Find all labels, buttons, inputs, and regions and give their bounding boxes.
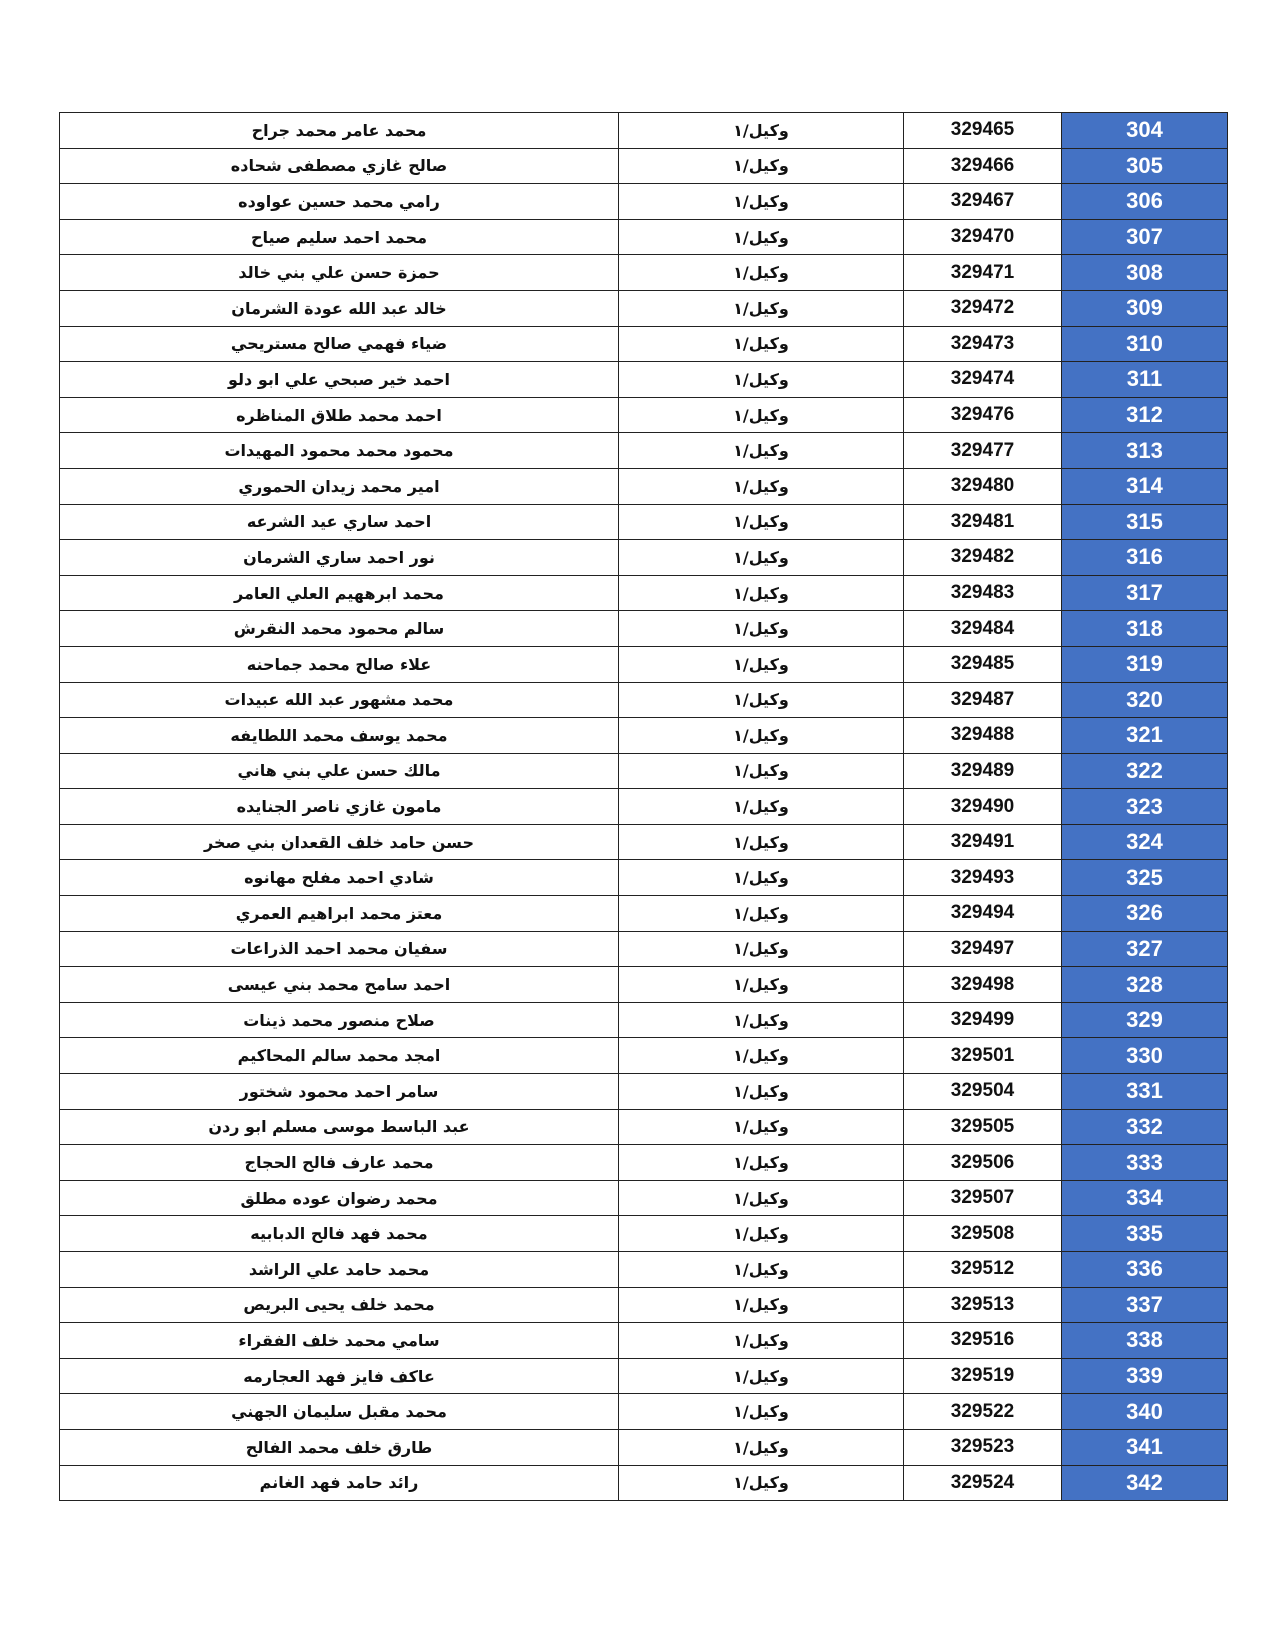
id-number-cell: 329494 bbox=[904, 896, 1062, 932]
name-cell: محمد عارف فالح الحجاج bbox=[60, 1145, 619, 1181]
name-cell: محمد فهد فالح الدبابيه bbox=[60, 1216, 619, 1252]
table-row bbox=[60, 575, 1228, 611]
rank-cell: وكيل/١ bbox=[619, 1180, 904, 1216]
name-cell: عاكف فايز فهد العجارمه bbox=[60, 1358, 619, 1394]
rank-cell: وكيل/١ bbox=[619, 1002, 904, 1038]
row-index-cell: 308 bbox=[1062, 255, 1228, 291]
rank-cell: وكيل/١ bbox=[619, 184, 904, 220]
rank-cell: وكيل/١ bbox=[619, 1145, 904, 1181]
table-row bbox=[60, 1180, 1228, 1216]
rank-cell: وكيل/١ bbox=[619, 575, 904, 611]
id-number-cell: 329512 bbox=[904, 1252, 1062, 1288]
name-cell: شادي احمد مفلح مهانوه bbox=[60, 860, 619, 896]
id-number-cell: 329499 bbox=[904, 1002, 1062, 1038]
row-index-cell: 318 bbox=[1062, 611, 1228, 647]
id-number-cell: 329497 bbox=[904, 931, 1062, 967]
id-number-cell: 329504 bbox=[904, 1074, 1062, 1110]
id-number-cell: 329489 bbox=[904, 753, 1062, 789]
id-number-cell: 329470 bbox=[904, 219, 1062, 255]
table-row bbox=[60, 468, 1228, 504]
id-number-cell: 329482 bbox=[904, 540, 1062, 576]
name-cell: ضياء فهمي صالح مستريحي bbox=[60, 326, 619, 362]
rank-cell: وكيل/١ bbox=[619, 219, 904, 255]
id-number-cell: 329485 bbox=[904, 646, 1062, 682]
row-index-cell: 310 bbox=[1062, 326, 1228, 362]
table-row bbox=[60, 504, 1228, 540]
id-number-cell: 329471 bbox=[904, 255, 1062, 291]
rank-cell: وكيل/١ bbox=[619, 1252, 904, 1288]
id-number-cell: 329491 bbox=[904, 824, 1062, 860]
row-index-cell: 327 bbox=[1062, 931, 1228, 967]
row-index-cell: 339 bbox=[1062, 1358, 1228, 1394]
rank-cell: وكيل/١ bbox=[619, 290, 904, 326]
id-number-cell: 329465 bbox=[904, 113, 1062, 149]
table-row bbox=[60, 113, 1228, 149]
id-number-cell: 329483 bbox=[904, 575, 1062, 611]
name-cell: محمد رضوان عوده مطلق bbox=[60, 1180, 619, 1216]
id-number-cell: 329477 bbox=[904, 433, 1062, 469]
id-number-cell: 329490 bbox=[904, 789, 1062, 825]
table-row bbox=[60, 1252, 1228, 1288]
id-number-cell: 329472 bbox=[904, 290, 1062, 326]
rank-cell: وكيل/١ bbox=[619, 362, 904, 398]
id-number-cell: 329487 bbox=[904, 682, 1062, 718]
name-cell: محمد احمد سليم صياح bbox=[60, 219, 619, 255]
row-index-cell: 315 bbox=[1062, 504, 1228, 540]
row-index-cell: 340 bbox=[1062, 1394, 1228, 1430]
id-number-cell: 329519 bbox=[904, 1358, 1062, 1394]
name-cell: مامون غازي ناصر الجنايده bbox=[60, 789, 619, 825]
row-index-cell: 316 bbox=[1062, 540, 1228, 576]
rank-cell: وكيل/١ bbox=[619, 896, 904, 932]
id-number-cell: 329513 bbox=[904, 1287, 1062, 1323]
name-cell: سامر احمد محمود شختور bbox=[60, 1074, 619, 1110]
row-index-cell: 320 bbox=[1062, 682, 1228, 718]
id-number-cell: 329493 bbox=[904, 860, 1062, 896]
row-index-cell: 311 bbox=[1062, 362, 1228, 398]
name-cell: حمزة حسن علي بني خالد bbox=[60, 255, 619, 291]
table-row bbox=[60, 255, 1228, 291]
rank-cell: وكيل/١ bbox=[619, 1358, 904, 1394]
row-index-cell: 305 bbox=[1062, 148, 1228, 184]
name-cell: سامي محمد خلف الفقراء bbox=[60, 1323, 619, 1359]
id-number-cell: 329505 bbox=[904, 1109, 1062, 1145]
row-index-cell: 331 bbox=[1062, 1074, 1228, 1110]
rank-cell: وكيل/١ bbox=[619, 1287, 904, 1323]
rank-cell: وكيل/١ bbox=[619, 1109, 904, 1145]
table-row bbox=[60, 397, 1228, 433]
table-row bbox=[60, 1002, 1228, 1038]
personnel-table bbox=[59, 112, 1228, 1501]
table-row bbox=[60, 611, 1228, 647]
name-cell: مالك حسن علي بني هاني bbox=[60, 753, 619, 789]
name-cell: رائد حامد فهد الغانم bbox=[60, 1465, 619, 1501]
table-row bbox=[60, 824, 1228, 860]
id-number-cell: 329524 bbox=[904, 1465, 1062, 1501]
row-index-cell: 319 bbox=[1062, 646, 1228, 682]
table-row bbox=[60, 433, 1228, 469]
row-index-cell: 330 bbox=[1062, 1038, 1228, 1074]
name-cell: صالح غازي مصطفى شحاده bbox=[60, 148, 619, 184]
table-row bbox=[60, 1145, 1228, 1181]
table-row bbox=[60, 1038, 1228, 1074]
table-row bbox=[60, 931, 1228, 967]
row-index-cell: 322 bbox=[1062, 753, 1228, 789]
rank-cell: وكيل/١ bbox=[619, 824, 904, 860]
id-number-cell: 329474 bbox=[904, 362, 1062, 398]
row-index-cell: 309 bbox=[1062, 290, 1228, 326]
id-number-cell: 329498 bbox=[904, 967, 1062, 1003]
table-row bbox=[60, 1323, 1228, 1359]
rank-cell: وكيل/١ bbox=[619, 397, 904, 433]
rank-cell: وكيل/١ bbox=[619, 682, 904, 718]
name-cell: محمود محمد محمود المهيدات bbox=[60, 433, 619, 469]
row-index-cell: 306 bbox=[1062, 184, 1228, 220]
name-cell: سالم محمود محمد النقرش bbox=[60, 611, 619, 647]
row-index-cell: 325 bbox=[1062, 860, 1228, 896]
name-cell: محمد خلف يحيى البريص bbox=[60, 1287, 619, 1323]
name-cell: نور احمد ساري الشرمان bbox=[60, 540, 619, 576]
row-index-cell: 329 bbox=[1062, 1002, 1228, 1038]
name-cell: امجد محمد سالم المحاكيم bbox=[60, 1038, 619, 1074]
name-cell: محمد مقبل سليمان الجهني bbox=[60, 1394, 619, 1430]
table-row bbox=[60, 753, 1228, 789]
row-index-cell: 332 bbox=[1062, 1109, 1228, 1145]
row-index-cell: 317 bbox=[1062, 575, 1228, 611]
table-row bbox=[60, 646, 1228, 682]
id-number-cell: 329507 bbox=[904, 1180, 1062, 1216]
row-index-cell: 324 bbox=[1062, 824, 1228, 860]
name-cell: سفيان محمد احمد الذراعات bbox=[60, 931, 619, 967]
id-number-cell: 329466 bbox=[904, 148, 1062, 184]
name-cell: محمد عامر محمد جراح bbox=[60, 113, 619, 149]
name-cell: محمد حامد علي الراشد bbox=[60, 1252, 619, 1288]
table-row bbox=[60, 1287, 1228, 1323]
row-index-cell: 337 bbox=[1062, 1287, 1228, 1323]
name-cell: احمد ساري عيد الشرعه bbox=[60, 504, 619, 540]
rank-cell: وكيل/١ bbox=[619, 148, 904, 184]
rank-cell: وكيل/١ bbox=[619, 789, 904, 825]
table-row bbox=[60, 896, 1228, 932]
name-cell: عبد الباسط موسى مسلم ابو ردن bbox=[60, 1109, 619, 1145]
row-index-cell: 342 bbox=[1062, 1465, 1228, 1501]
rank-cell: وكيل/١ bbox=[619, 611, 904, 647]
table-row bbox=[60, 362, 1228, 398]
row-index-cell: 338 bbox=[1062, 1323, 1228, 1359]
id-number-cell: 329508 bbox=[904, 1216, 1062, 1252]
id-number-cell: 329476 bbox=[904, 397, 1062, 433]
rank-cell: وكيل/١ bbox=[619, 255, 904, 291]
table-row bbox=[60, 718, 1228, 754]
rank-cell: وكيل/١ bbox=[619, 1323, 904, 1359]
table-row bbox=[60, 1465, 1228, 1501]
row-index-cell: 312 bbox=[1062, 397, 1228, 433]
table-row bbox=[60, 1109, 1228, 1145]
rank-cell: وكيل/١ bbox=[619, 1429, 904, 1465]
personnel-table-body bbox=[60, 113, 1228, 1501]
rank-cell: وكيل/١ bbox=[619, 753, 904, 789]
table-row bbox=[60, 1074, 1228, 1110]
name-cell: خالد عبد الله عودة الشرمان bbox=[60, 290, 619, 326]
table-row bbox=[60, 789, 1228, 825]
id-number-cell: 329523 bbox=[904, 1429, 1062, 1465]
id-number-cell: 329467 bbox=[904, 184, 1062, 220]
rank-cell: وكيل/١ bbox=[619, 326, 904, 362]
name-cell: رامي محمد حسين عواوده bbox=[60, 184, 619, 220]
rank-cell: وكيل/١ bbox=[619, 1216, 904, 1252]
table-row bbox=[60, 1358, 1228, 1394]
table-row bbox=[60, 682, 1228, 718]
rank-cell: وكيل/١ bbox=[619, 860, 904, 896]
table-row bbox=[60, 1394, 1228, 1430]
name-cell: طارق خلف محمد الفالح bbox=[60, 1429, 619, 1465]
rank-cell: وكيل/١ bbox=[619, 1394, 904, 1430]
name-cell: محمد مشهور عبد الله عبيدات bbox=[60, 682, 619, 718]
rank-cell: وكيل/١ bbox=[619, 931, 904, 967]
id-number-cell: 329484 bbox=[904, 611, 1062, 647]
name-cell: علاء صالح محمد جماحنه bbox=[60, 646, 619, 682]
id-number-cell: 329501 bbox=[904, 1038, 1062, 1074]
rank-cell: وكيل/١ bbox=[619, 718, 904, 754]
id-number-cell: 329480 bbox=[904, 468, 1062, 504]
name-cell: احمد خير صبحي علي ابو دلو bbox=[60, 362, 619, 398]
table-row bbox=[60, 860, 1228, 896]
table-row bbox=[60, 290, 1228, 326]
row-index-cell: 321 bbox=[1062, 718, 1228, 754]
row-index-cell: 304 bbox=[1062, 113, 1228, 149]
name-cell: احمد محمد طلاق المناظره bbox=[60, 397, 619, 433]
rank-cell: وكيل/١ bbox=[619, 1465, 904, 1501]
rank-cell: وكيل/١ bbox=[619, 468, 904, 504]
id-number-cell: 329516 bbox=[904, 1323, 1062, 1359]
row-index-cell: 335 bbox=[1062, 1216, 1228, 1252]
name-cell: محمد ابرههيم العلي العامر bbox=[60, 575, 619, 611]
row-index-cell: 334 bbox=[1062, 1180, 1228, 1216]
row-index-cell: 328 bbox=[1062, 967, 1228, 1003]
id-number-cell: 329506 bbox=[904, 1145, 1062, 1181]
id-number-cell: 329473 bbox=[904, 326, 1062, 362]
table-row bbox=[60, 540, 1228, 576]
rank-cell: وكيل/١ bbox=[619, 1038, 904, 1074]
name-cell: احمد سامح محمد بني عيسى bbox=[60, 967, 619, 1003]
rank-cell: وكيل/١ bbox=[619, 967, 904, 1003]
id-number-cell: 329481 bbox=[904, 504, 1062, 540]
name-cell: صلاح منصور محمد ذينات bbox=[60, 1002, 619, 1038]
table-row bbox=[60, 1429, 1228, 1465]
id-number-cell: 329488 bbox=[904, 718, 1062, 754]
row-index-cell: 307 bbox=[1062, 219, 1228, 255]
table-row bbox=[60, 219, 1228, 255]
table-row bbox=[60, 326, 1228, 362]
table-row bbox=[60, 1216, 1228, 1252]
name-cell: حسن حامد خلف القعدان بني صخر bbox=[60, 824, 619, 860]
rank-cell: وكيل/١ bbox=[619, 433, 904, 469]
rank-cell: وكيل/١ bbox=[619, 113, 904, 149]
row-index-cell: 341 bbox=[1062, 1429, 1228, 1465]
row-index-cell: 323 bbox=[1062, 789, 1228, 825]
row-index-cell: 313 bbox=[1062, 433, 1228, 469]
name-cell: معتز محمد ابراهيم العمري bbox=[60, 896, 619, 932]
table-row bbox=[60, 184, 1228, 220]
rank-cell: وكيل/١ bbox=[619, 540, 904, 576]
row-index-cell: 336 bbox=[1062, 1252, 1228, 1288]
id-number-cell: 329522 bbox=[904, 1394, 1062, 1430]
rank-cell: وكيل/١ bbox=[619, 504, 904, 540]
rank-cell: وكيل/١ bbox=[619, 1074, 904, 1110]
row-index-cell: 314 bbox=[1062, 468, 1228, 504]
table-row bbox=[60, 148, 1228, 184]
name-cell: امير محمد زيدان الحموري bbox=[60, 468, 619, 504]
name-cell: محمد يوسف محمد اللطايفه bbox=[60, 718, 619, 754]
table-row bbox=[60, 967, 1228, 1003]
row-index-cell: 326 bbox=[1062, 896, 1228, 932]
rank-cell: وكيل/١ bbox=[619, 646, 904, 682]
row-index-cell: 333 bbox=[1062, 1145, 1228, 1181]
